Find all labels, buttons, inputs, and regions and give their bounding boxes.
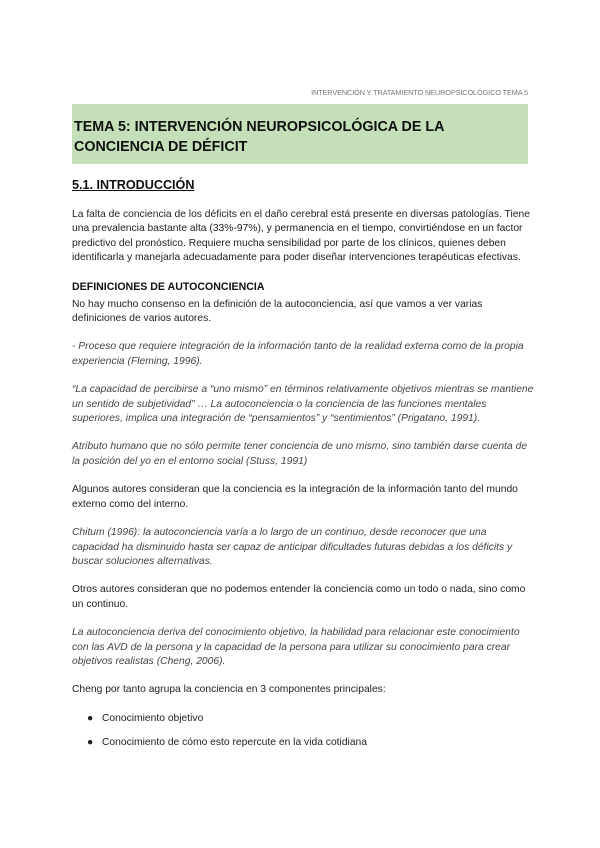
bullet-icon: ●	[87, 712, 94, 724]
intro-paragraph: La falta de conciencia de los déficits en el daño cerebral está presente en diversas patologías. Tiene una prevalencia bastante alta (33%-97%), y permanencia en el tiempo, convirtiéndose en un factor predictivo del pronóstico. Requiere mucha sensibilidad por parte de los clínicos, quienes deben identificarla y manejarla adecuadamente para poder diseñar intervenciones terapéuticas efectivas.	[72, 209, 530, 264]
definition-fleming: - Proceso que requiere integración de la información tanto de la realidad externa como de la propia experiencia (Fleming, 1996).	[72, 341, 524, 367]
document-body	[72, 176, 534, 761]
integration-paragraph: Algunos autores consideran que la conciencia es la integración de la información tanto del mundo externo como del interno.	[72, 484, 518, 510]
list-item-text: Conocimiento objetivo	[102, 712, 204, 724]
running-header: INTERVENCIÓN Y TRATAMIENTO NEUROPSICOLÓGICO TEMA 5	[311, 88, 528, 97]
title-band	[72, 104, 528, 164]
definitions-intro-paragraph: No hay mucho consenso en la definición de la autoconciencia, así que vamos a ver varias definiciones de varios autores.	[72, 298, 483, 325]
document-title: TEMA 5: INTERVENCIÓN NEUROPSICOLÓGICA DE LA CONCIENCIA DE DÉFICIT	[74, 119, 444, 155]
components-intro: Cheng por tanto agrupa la conciencia en 3 componentes principales:	[72, 684, 386, 696]
components-list	[72, 712, 534, 751]
chitum-quote: Chitum (1996): la autoconciencia varía a lo largo de un continuo, desde reconocer que una capacidad ha disminuido hasta ser capaz de anticipar dificultades futuras debidas a los déficits y buscar soluciones alternativas.	[72, 527, 513, 567]
bullet-icon: ●	[87, 737, 94, 749]
definition-stuss: Atributo humano que no sólo permite tener conciencia de uno mismo, sino también darse cuenta de la posición del yo en el entorno social (Stuss, 1991)	[72, 441, 528, 467]
definition-prigatano: “La capacidad de percibirse a “uno mismo” en términos relativamente objetivos mientras se mantiene un sentido de subjetividad” … La autoconciencia o la conciencia de las funciones mentales superiores, implica una integración de “pensamientos” y “sentimientos” (Prigatano, 1991).	[72, 384, 534, 425]
section-heading: 5.1. INTRODUCCIÓN	[72, 178, 195, 192]
list-item	[72, 736, 534, 750]
cheng-quote: La autoconciencia deriva del conocimiento objetivo, la habilidad para relacionar este conocimiento con las AVD de la persona y la capacidad de la persona para utilizar su conocimiento para crear objetivos realistas (Cheng, 2006).	[72, 627, 520, 667]
list-item	[72, 712, 534, 726]
continuum-paragraph: Otros autores consideran que no podemos entender la conciencia como un todo o nada, sino como un continuo.	[72, 584, 526, 610]
definitions-subheading: DEFINICIONES DE AUTOCONCIENCIA	[72, 280, 265, 293]
list-item-text: Conocimiento de cómo esto repercute en la vida cotidiana	[102, 737, 368, 749]
